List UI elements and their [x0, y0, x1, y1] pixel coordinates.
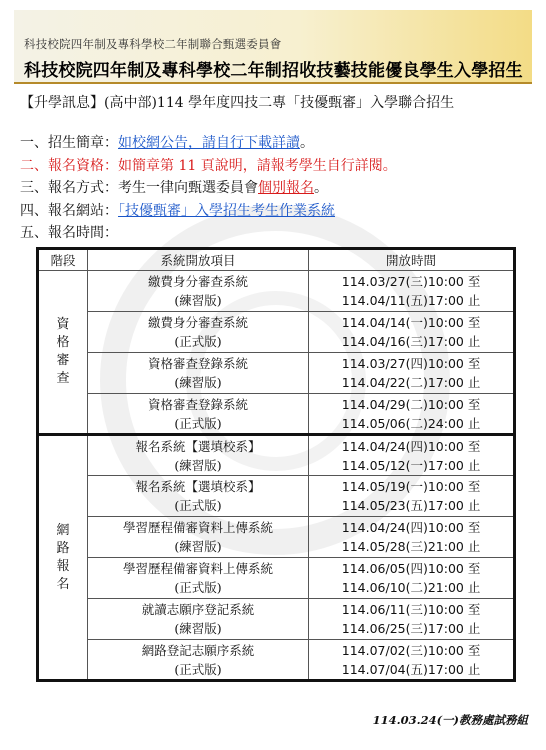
info-list — [20, 132, 532, 245]
time-text: 114.06/11(三)10:00 至 — [341, 602, 481, 617]
item-text: (正式版) — [174, 334, 222, 349]
item-label: 三、報名方式： — [20, 180, 118, 196]
header-item: 系統開放項目 — [88, 249, 309, 271]
table-row — [38, 353, 515, 394]
table-row — [38, 312, 515, 353]
table-row — [38, 640, 515, 681]
item-text: (練習版) — [174, 539, 222, 554]
time-text: 114.04/29(二)10:00 至 — [341, 396, 481, 412]
stage-cell — [38, 435, 88, 681]
table-row — [38, 558, 515, 599]
list-item-time — [20, 222, 532, 245]
time-text: 114.04/22(二)17:00 止 — [341, 375, 481, 390]
item-text: (正式版) — [174, 498, 222, 513]
time-cell — [309, 640, 515, 681]
item-label: 四、報名網站： — [20, 202, 118, 219]
website-link[interactable]: 「技優甄審」入學招生考生作業系統 — [118, 202, 335, 219]
time-text: 114.05/06(二)24:00 止 — [341, 415, 481, 431]
list-item-brochure: 一、招生簡章：如校網公告，請自行下載詳讀。 — [20, 135, 314, 151]
item-text: 資格審查登錄系統 — [148, 356, 249, 371]
time-cell — [309, 353, 515, 394]
eligibility-text: 如簡章第 11 頁說明，請報考學生自行詳閱。 — [118, 157, 397, 174]
intro-text: 【升學訊息】(高中部)114 學年度四技二專「技優甄審」入學聯合招生 — [20, 95, 455, 111]
item-cell — [88, 394, 309, 435]
time-text: 114.06/10(二)21:00 止 — [341, 580, 481, 595]
list-item-eligibility — [20, 155, 532, 178]
time-cell — [309, 312, 515, 353]
item-text: 網路登記志願序系統 — [141, 642, 255, 658]
time-text: 114.05/19(一)10:00 至 — [341, 479, 481, 494]
time-text: 114.05/28(三)21:00 止 — [341, 539, 481, 554]
item-text: 就讀志願序登記系統 — [141, 602, 255, 617]
item-cell — [88, 271, 309, 312]
banner-subtitle: 科技校院四年制及專科學校二年制聯合甄選委員會 — [24, 37, 282, 51]
individual-registration-text: 個別報名 — [258, 180, 314, 196]
item-text: 資格審查登錄系統 — [148, 396, 249, 412]
item-label: 一、招生簡章： — [20, 135, 118, 151]
list-item-website — [20, 200, 532, 223]
table-row — [38, 476, 515, 517]
time-text: 114.07/04(五)17:00 止 — [341, 661, 481, 677]
item-cell — [88, 558, 309, 599]
item-cell — [88, 517, 309, 558]
table-row — [38, 435, 515, 476]
stage-label: 網路報名 — [56, 522, 70, 592]
stage-cell — [38, 271, 88, 435]
header-stage: 階段 — [38, 249, 88, 271]
item-cell — [88, 435, 309, 476]
item-cell — [88, 599, 309, 640]
item-text: (正式版) — [174, 580, 222, 595]
item-cell — [88, 476, 309, 517]
item-cell — [88, 353, 309, 394]
item-text: 報名系統【選填校系】 — [135, 479, 261, 494]
time-text: 114.05/12(一)17:00 止 — [341, 457, 481, 473]
item-cell — [88, 640, 309, 681]
table-row — [38, 394, 515, 435]
time-text: 114.04/24(四)10:00 至 — [341, 438, 481, 454]
time-cell — [309, 558, 515, 599]
table-row — [38, 599, 515, 640]
item-text: (正式版) — [174, 415, 222, 431]
brochure-link[interactable]: 如校網公告，請自行下載詳讀 — [118, 135, 300, 151]
table-row — [38, 517, 515, 558]
item-text: (練習版) — [174, 457, 222, 473]
table-row — [38, 271, 515, 312]
banner-title: 科技校院四年制及專科學校二年制招收技藝技能優良學生入學招生 — [24, 61, 523, 81]
time-cell — [309, 599, 515, 640]
item-text: 報名系統【選填校系】 — [135, 438, 261, 454]
schedule-table — [36, 247, 516, 682]
item-text: (正式版) — [174, 661, 222, 677]
item-text: 學習歷程備審資料上傳系統 — [123, 561, 274, 576]
time-text: 114.07/02(三)10:00 至 — [341, 642, 481, 658]
time-text: 114.04/24(四)10:00 至 — [341, 520, 481, 535]
header-banner — [14, 10, 532, 84]
footer-date: 114.03.24(一)教務處試務組 — [372, 713, 528, 727]
time-cell — [309, 394, 515, 435]
time-text: 114.04/16(三)17:00 止 — [341, 334, 481, 349]
table-header-row — [38, 249, 515, 271]
time-text: 114.03/27(三)10:00 至 — [341, 274, 481, 289]
list-item-method: 三、報名方式：考生一律向甄選委員會個別報名。 — [20, 180, 328, 196]
stage-label: 資格審查 — [56, 317, 70, 386]
item-text: (練習版) — [174, 375, 222, 390]
item-text: 繳費身分審查系統 — [148, 315, 249, 330]
time-text: 114.06/05(四)10:00 至 — [341, 561, 481, 576]
item-cell — [88, 312, 309, 353]
item-text: (練習版) — [174, 293, 222, 308]
time-text: 114.04/11(五)17:00 止 — [341, 293, 481, 308]
time-cell — [309, 517, 515, 558]
item-text: (練習版) — [174, 621, 222, 636]
time-text: 114.05/23(五)17:00 止 — [341, 498, 481, 513]
item-label: 五、報名時間： — [20, 225, 118, 241]
time-cell — [309, 271, 515, 312]
time-text: 114.06/25(三)17:00 止 — [341, 621, 481, 636]
item-text: 繳費身分審查系統 — [148, 274, 249, 289]
time-text: 114.03/27(四)10:00 至 — [341, 356, 481, 371]
time-cell — [309, 435, 515, 476]
item-label: 二、報名資格： — [20, 157, 118, 174]
item-text: 學習歷程備審資料上傳系統 — [123, 520, 274, 535]
time-cell — [309, 476, 515, 517]
header-time: 開放時間 — [309, 249, 515, 271]
time-text: 114.04/14(一)10:00 至 — [341, 315, 481, 330]
